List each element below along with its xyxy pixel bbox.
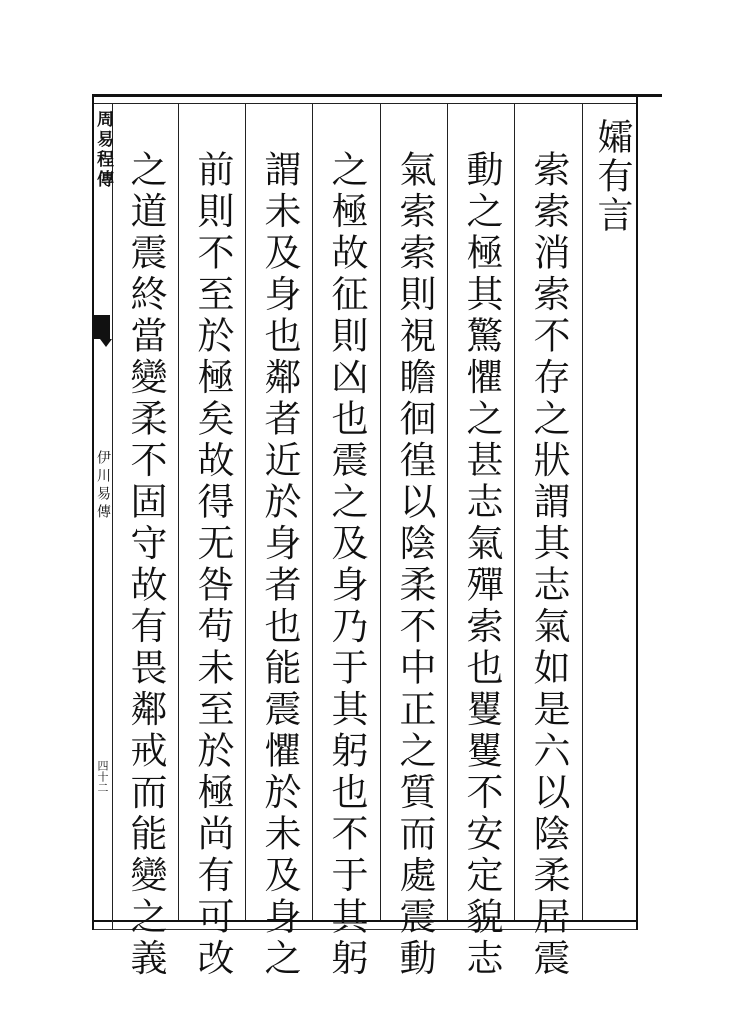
column-divider [380, 103, 381, 920]
text-column-5: 之極故征則凶也震之及身乃于其躬也不于其躬 [325, 150, 368, 980]
margin-strip-divider [112, 103, 113, 930]
column-divider [514, 103, 515, 920]
column-divider [312, 103, 313, 920]
margin-title: 周易程傳 [93, 110, 113, 190]
frame-top-inner-border [92, 103, 637, 104]
column-divider [447, 103, 448, 920]
column-divider [582, 103, 583, 920]
text-column-4: 氣索索則視瞻徊徨以陰柔不中正之質而處震動 [393, 150, 436, 980]
margin-page-number: 四十二 [96, 760, 109, 793]
fish-tail-mark-icon [94, 315, 110, 339]
fish-tail-notch-icon [100, 339, 112, 347]
column-divider [245, 103, 246, 920]
text-column-3: 動之極其驚懼之甚志氣殫索也矍矍不安定貌志 [460, 150, 503, 980]
text-column-1: 孀有言 [592, 118, 633, 235]
text-column-8: 之道震終當變柔不固守故有畏鄰戒而能變之義 [124, 150, 167, 980]
frame-top-border [92, 94, 662, 97]
text-column-6: 謂未及身也鄰者近於身者也能震懼於未及身之 [258, 150, 301, 980]
text-column-7: 前則不至於極矣故得无咎苟未至於極尚有可改 [191, 150, 234, 980]
text-column-2: 索索消索不存之狀謂其志氣如是六以陰柔居震 [527, 150, 570, 980]
margin-book-name: 伊川易傳 [95, 450, 111, 522]
column-divider [178, 103, 179, 920]
